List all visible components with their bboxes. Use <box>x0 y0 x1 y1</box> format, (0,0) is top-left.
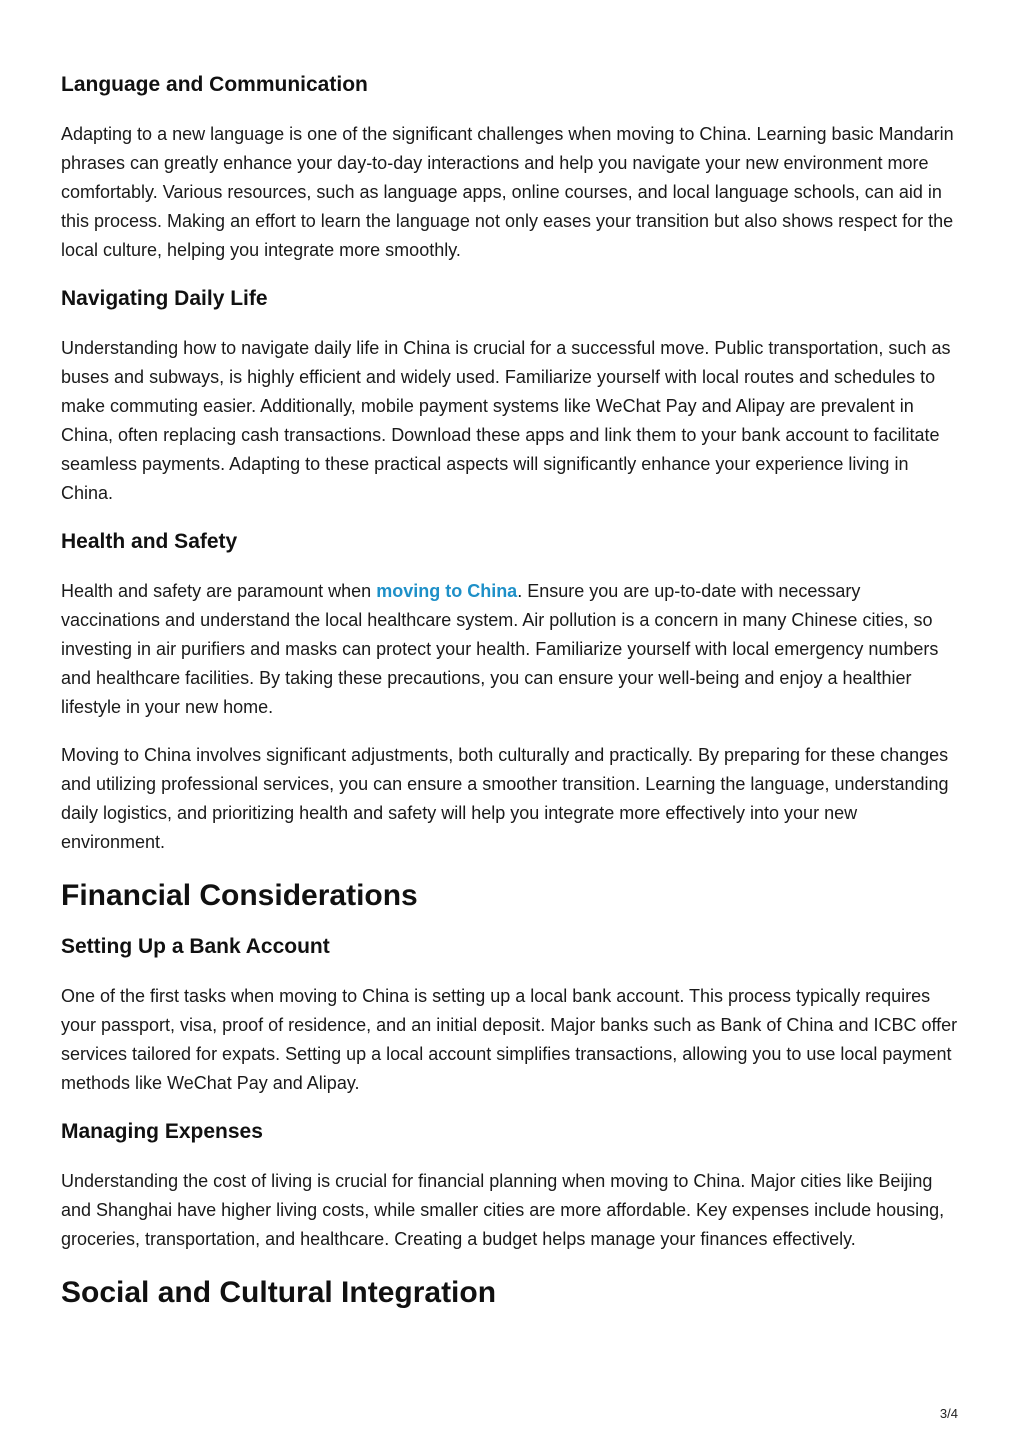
heading-social-cultural-integration: Social and Cultural Integration <box>61 1276 497 1309</box>
heading-navigating-daily-life: Navigating Daily Life <box>61 287 268 310</box>
moving-to-china-link[interactable]: moving to China <box>376 581 518 601</box>
heading-managing-expenses: Managing Expenses <box>61 1120 263 1143</box>
paragraph-health-safety <box>61 577 961 722</box>
heading-language-communication: Language and Communication <box>61 73 368 96</box>
paragraph-managing-expenses: Understanding the cost of living is crucial for financial planning when moving to China. Major cities like Beijing and Shanghai have higher living costs, while smaller cities are more affordable. Key expenses include housing, groceries, transportation, and healthcare. Creating a budget helps manage your finances effectively. <box>61 1171 945 1249</box>
health-text-after-link: . Ensure you are up-to-date with necessary vaccinations and understand the local healthcare system. Air pollution is a concern in many Chinese cities, so investing in air purifiers and masks can protect your health. Familiarize yourself with local emergency numbers and healthcare facilities. By taking these precautions, you can ensure your well-being and enjoy a healthier lifestyle in your new home. <box>61 581 939 717</box>
heading-health-safety: Health and Safety <box>61 530 238 553</box>
heading-financial-considerations: Financial Considerations <box>61 879 418 912</box>
paragraph-bank-account: One of the first tasks when moving to China is setting up a local bank account. This process typically requires your passport, visa, proof of residence, and an initial deposit. Major banks such as Bank of China and ICBC offer services tailored for expats. Setting up a local account simplifies transactions, allowing you to use local payment methods like WeChat Pay and Alipay. <box>61 986 958 1093</box>
page-number: 3/4 <box>939 1406 958 1421</box>
health-text-before-link: Health and safety are paramount when <box>61 581 377 601</box>
paragraph-navigating-daily-life: Understanding how to navigate daily life in China is crucial for a successful move. Public transportation, such as buses and subways, is highly efficient and widely used. Familiarize yourself with local routes and schedules to make commuting easier. Additionally, mobile payment systems like WeChat Pay and Alipay are prevalent in China, often replacing cash transactions. Download these apps and link them to your bank account to facilitate seamless payments. Adapting to these practical aspects will significantly enhance your experience living in China. <box>61 338 951 503</box>
paragraph-language-communication: Adapting to a new language is one of the significant challenges when moving to China. Learning basic Mandarin phrases can greatly enhance your day-to-day interactions and help you navigate your new environment more comfortably. Various resources, such as language apps, online courses, and local language schools, can aid in this process. Making an effort to learn the language not only eases your transition but also shows respect for the local culture, helping you integrate more smoothly. <box>61 124 954 260</box>
document-content <box>61 70 961 1329</box>
paragraph-summary: Moving to China involves significant adjustments, both culturally and practically. By preparing for these changes and utilizing professional services, you can ensure a smoother transition. Learning the language, understanding daily logistics, and prioritizing health and safety will help you integrate more effectively into your new environment. <box>61 745 949 852</box>
heading-setting-up-bank-account: Setting Up a Bank Account <box>61 935 330 958</box>
